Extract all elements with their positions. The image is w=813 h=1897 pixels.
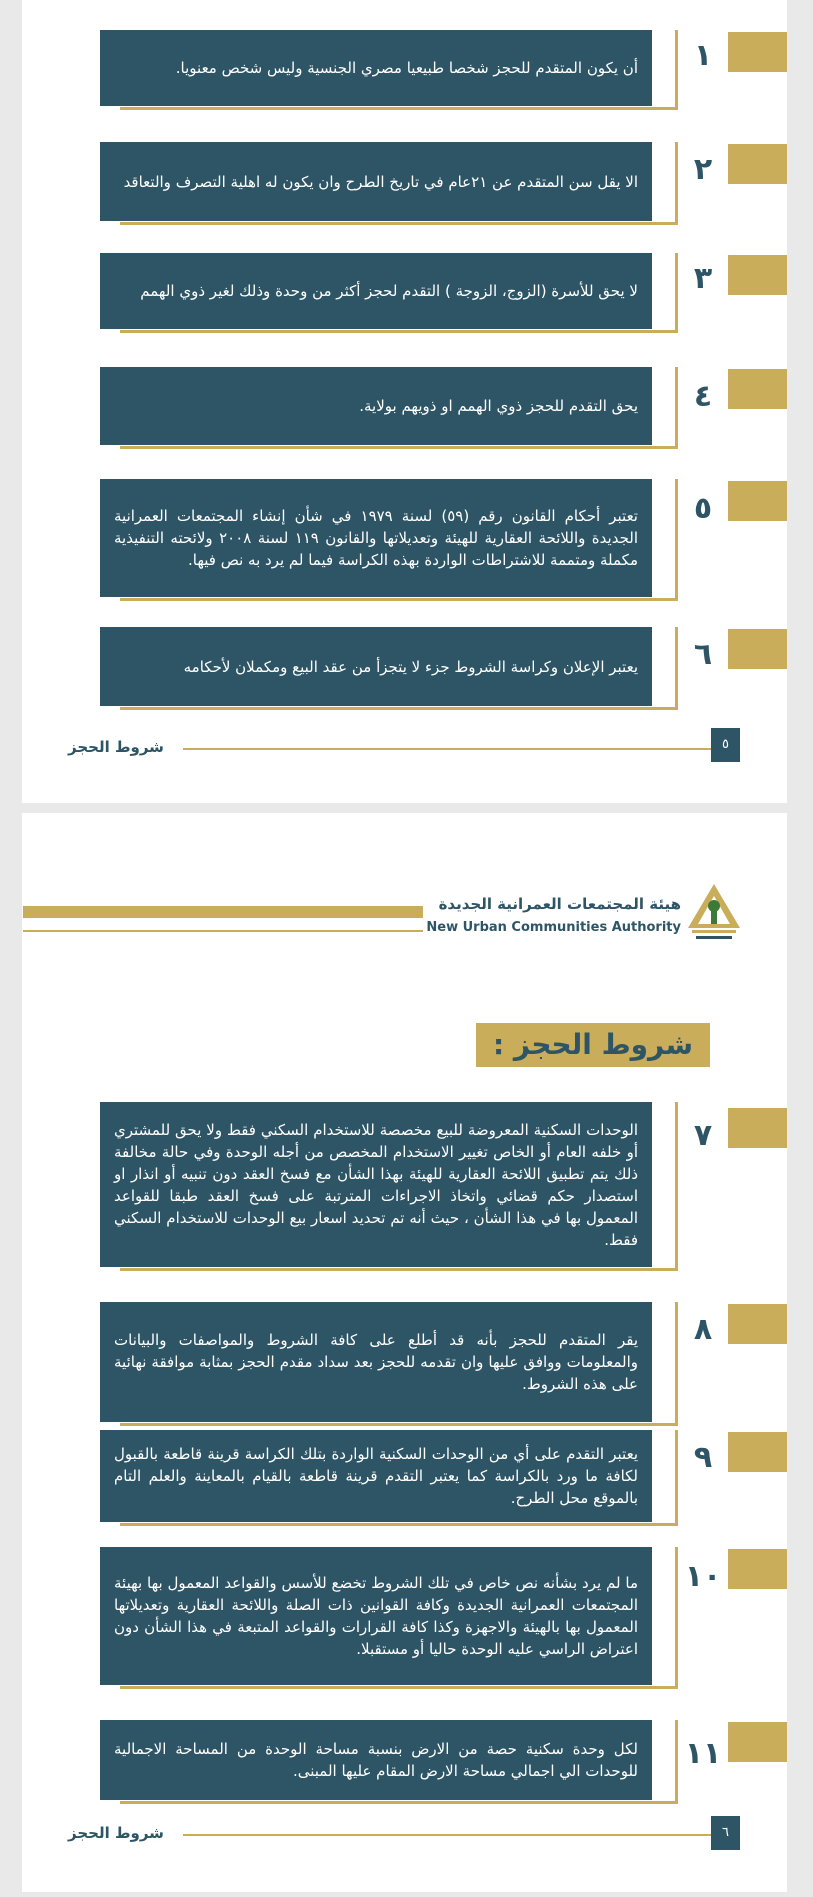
condition-number: ٦ [693, 637, 713, 672]
condition-text: الا يقل سن المتقدم عن ٢١عام في تاريخ الطرح وان يكون له اهلية التصرف والتعاقد [123, 172, 638, 191]
condition-text-box [100, 1720, 652, 1800]
footer-title: شروط الحجز [68, 1824, 164, 1842]
gold-frame [120, 1686, 678, 1689]
condition-number: ٩ [693, 1440, 713, 1475]
gold-frame [120, 1268, 678, 1271]
condition-text-box [100, 627, 652, 706]
condition-number: ٢ [693, 152, 713, 187]
footer-line [183, 1834, 711, 1836]
condition-item-10 [100, 1547, 787, 1689]
gold-tab [728, 255, 787, 295]
condition-item-11 [100, 1720, 787, 1804]
condition-item-1 [100, 30, 787, 110]
condition-item-5 [100, 479, 787, 601]
gold-tab [728, 1722, 787, 1762]
gold-frame [120, 1423, 678, 1426]
gold-tab [728, 1304, 787, 1344]
gold-frame [120, 330, 678, 333]
condition-item-8 [100, 1302, 787, 1426]
condition-text: يقر المتقدم للحجز بأنه قد أطلع على كافة الشروط والمواصفات والبيانات والمعلومات ووافق عليها وان تقدمه للحجز بعد سداد مقدم الحجز بمثابة موافقة نهائية على هذه الشروط. [114, 1331, 638, 1393]
condition-text: يحق التقدم للحجز ذوي الهمم او ذويهم بولاية. [359, 397, 638, 415]
condition-number: ١٠ [684, 1559, 722, 1594]
condition-text: ما لم يرد بشأنه نص خاص في تلك الشروط تخضع للأسس والقواعد المعمول بها بهيئة المجتمعات العمرانية الجديدة وكافة القوانين ذات الصلة واللائحة العقارية وتعديلاتها المعمول بها بالهيئة والاجهزة وكذا كافة القرارات والقواعد المتبعة في هذا الشأن دون اعتراض الراسي عليه الوحدة حاليا أو مستقبلا. [114, 1574, 638, 1658]
condition-item-7 [100, 1102, 787, 1271]
gold-frame [120, 598, 678, 601]
gold-tab [728, 481, 787, 521]
gold-tab [728, 629, 787, 669]
condition-text-box [100, 1547, 652, 1685]
header-bar [23, 906, 423, 918]
header-bar [23, 930, 423, 932]
gold-frame [120, 222, 678, 225]
condition-number: ٣ [693, 261, 713, 296]
condition-text: تعتبر أحكام القانون رقم (٥٩) لسنة ١٩٧٩ في شأن إنشاء المجتمعات العمرانية الجديدة واللائحة العقارية للهيئة وتعديلاتها والقانون ١١٩ لسنة ٢٠٠٨ ولائحته التنفيذية مكملة ومتممة للاشتراطات الواردة بهذه الكراسة فيما لم يرد به نص فيها. [114, 507, 638, 569]
footer-title: شروط الحجز [68, 738, 164, 756]
condition-text: يعتبر التقدم على أي من الوحدات السكنية الواردة بتلك الكراسة قرينة قاطعة بالقبول لكافة ما ورد بالكراسة كما يعتبر التقدم قرينة قاطعة بالقيام بالمعاينة والعلم التام بالموقع محل الطرح. [114, 1445, 638, 1507]
condition-number: ١١ [684, 1736, 722, 1771]
gold-tab [728, 1549, 787, 1589]
condition-text-box [100, 30, 652, 106]
gold-frame [120, 446, 678, 449]
condition-text: الوحدات السكنية المعروضة للبيع مخصصة للاستخدام السكني فقط ولا يحق للمشتري أو خلفه العام أو الخاص تغيير الاستخدام المخصص من أجله الوحدة وفي حالة مخالفة ذلك يتم تطبيق اللائحة العقارية للهيئة بهذا الشأن مع فسخ العقد دون تنبيه أو انذار او استصدار حكم قضائي واتخاذ الاجراءات المترتبة على فسخ العقد طبقا للقواعد المعمول بها في هذا الشأن ، حيث أنه تم تحديد اسعار بيع الوحدات للاستخدام السكني فقط. [114, 1120, 638, 1249]
gold-frame [120, 1523, 678, 1526]
condition-text-box [100, 1430, 652, 1522]
gold-tab [728, 32, 787, 72]
condition-item-4 [100, 367, 787, 449]
gold-tab [728, 144, 787, 184]
page-number: ٦ [711, 1816, 740, 1850]
condition-number: ١ [693, 38, 713, 73]
condition-text-box [100, 367, 652, 445]
gold-frame [120, 707, 678, 710]
condition-text: لكل وحدة سكنية حصة من الارض بنسبة مساحة الوحدة من المساحة الاجمالية للوحدات الي اجمالي مساحة الارض المقام عليها المبنى. [114, 1740, 638, 1780]
condition-text: لا يحق للأسرة (الزوج، الزوجة ) التقدم لحجز أكثر من وحدة وذلك لغير ذوي الهمم [140, 282, 638, 300]
nuca-logo-icon [686, 882, 742, 944]
gold-frame [120, 1801, 678, 1804]
condition-number: ٨ [693, 1312, 713, 1347]
condition-number: ٥ [693, 491, 713, 526]
gold-tab [728, 1108, 787, 1148]
condition-number: ٤ [693, 379, 713, 414]
org-name-arabic: هيئة المجتمعات العمرانية الجديدة [438, 895, 681, 913]
condition-text-box [100, 253, 652, 329]
page-number: ٥ [711, 728, 740, 762]
condition-number: ٧ [693, 1118, 713, 1153]
gold-frame [120, 107, 678, 110]
condition-text: يعتبر الإعلان وكراسة الشروط جزء لا يتجزأ من عقد البيع ومكملان لأحكامه [183, 657, 638, 676]
org-name-english: New Urban Communities Authority [426, 920, 681, 935]
section-title: شروط الحجز : [476, 1023, 710, 1067]
gold-tab [728, 369, 787, 409]
footer-line [183, 748, 711, 750]
condition-text-box [100, 142, 652, 221]
condition-text: أن يكون المتقدم للحجز شخصا طبيعيا مصري الجنسية وليس شخص معنويا. [175, 59, 638, 77]
condition-item-6 [100, 627, 787, 710]
condition-text-box [100, 1302, 652, 1422]
condition-text-box [100, 479, 652, 597]
gold-tab [728, 1432, 787, 1472]
condition-item-9 [100, 1430, 787, 1526]
condition-item-2 [100, 142, 787, 225]
condition-item-3 [100, 253, 787, 333]
condition-text-box [100, 1102, 652, 1267]
